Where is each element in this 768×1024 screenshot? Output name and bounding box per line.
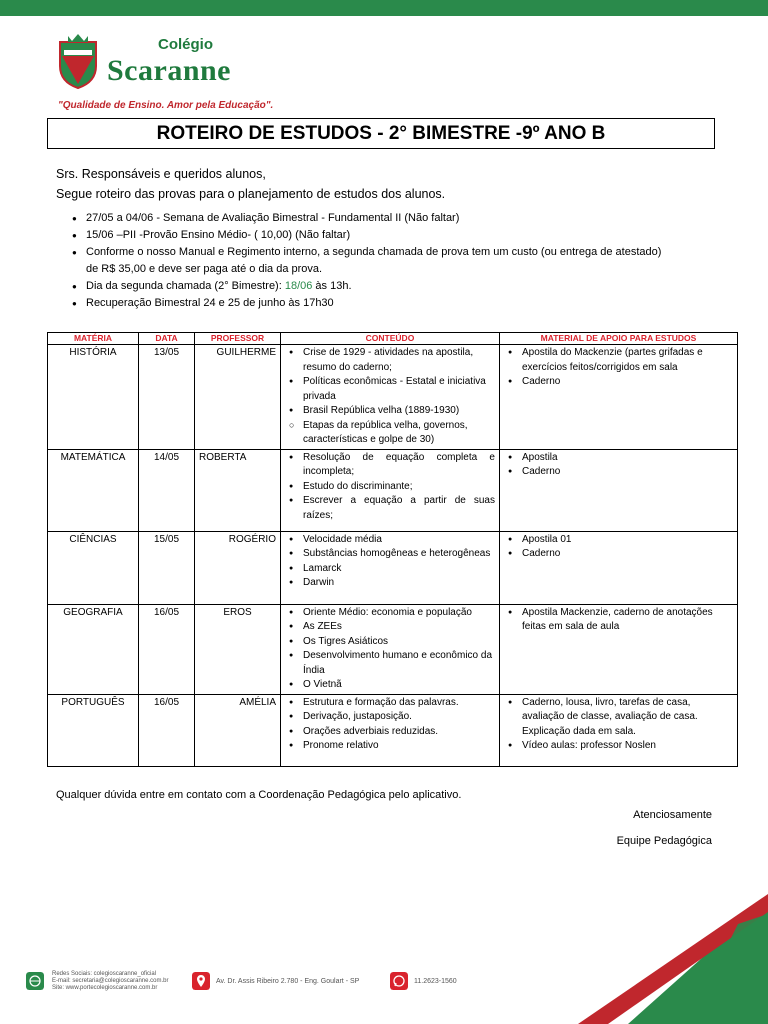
footer-contact-info xyxy=(52,971,168,992)
list-item: ● Brasil República velha (1889-1930) xyxy=(285,404,495,419)
list-item: ● Lamarck xyxy=(285,562,495,577)
bullet-item: ● Conforme o nosso Manual e Regimento interno, a segunda chamada de prova tem um custo (ou entrega de atestado) de R$ 35,00 e deve ser paga até o dia da prova. xyxy=(56,244,676,278)
date-cell: 16/05 xyxy=(139,694,195,766)
list-item: ● Darwin xyxy=(285,576,495,591)
intro-line-1: Srs. Responsáveis e queridos alunos, xyxy=(56,167,266,181)
material-cell xyxy=(500,604,738,694)
content-cell xyxy=(281,531,500,604)
material-cell xyxy=(500,531,738,604)
second-call-date: 18/06 xyxy=(284,280,313,292)
logo-small-text: Colégio xyxy=(158,36,213,53)
whatsapp-icon xyxy=(390,972,408,990)
footer-site: Site: www.portecolegioscaranne.com.br xyxy=(52,985,158,991)
bullet-text: às 13h. xyxy=(312,280,352,292)
list-item: ● Estudo do discriminante; xyxy=(285,480,495,495)
material-cell xyxy=(500,449,738,531)
crest-icon xyxy=(56,32,100,90)
footer-address: Av. Dr. Assis Ribeiro 2.780 - Eng. Goulart - SP xyxy=(216,978,360,985)
list-item: ● Caderno, lousa, livro, tarefas de casa, avaliação de classe, avaliação de casa. Explicação dada em sala. xyxy=(504,696,733,740)
document-title: ROTEIRO DE ESTUDOS - 2° BIMESTRE -9º ANO B xyxy=(47,118,715,149)
table-row xyxy=(48,694,738,766)
table-row xyxy=(48,531,738,604)
footer-phone: 11.2623-1560 xyxy=(414,978,457,985)
subject-cell: GEOGRAFIA xyxy=(48,604,139,694)
teacher-cell: EROS xyxy=(195,604,281,694)
footer-email: E-mail: secretaria@colegioscaranne.com.br xyxy=(52,978,169,984)
closing-signature: Equipe Pedagógica xyxy=(616,835,712,847)
subject-cell: CIÊNCIAS xyxy=(48,531,139,604)
content-cell xyxy=(281,604,500,694)
teacher-cell: AMÉLIA xyxy=(195,694,281,766)
top-green-bar xyxy=(0,0,768,16)
list-item: ● Caderno xyxy=(504,375,733,390)
list-item: ● Velocidade média xyxy=(285,533,495,548)
date-cell: 16/05 xyxy=(139,604,195,694)
list-item: ● Desenvolvimento humano e econômico da Índia xyxy=(285,649,495,678)
intro-line-2: Segue roteiro das provas para o planejamento de estudos dos alunos. xyxy=(56,187,446,201)
table-row xyxy=(48,449,738,531)
list-item: ● Substâncias homogêneas e heterogêneas xyxy=(285,547,495,562)
column-header: MATÉRIA xyxy=(48,333,139,345)
list-item: ● Apostila Mackenzie, caderno de anotações feitas em sala de aula xyxy=(504,606,733,635)
subject-cell: HISTÓRIA xyxy=(48,345,139,450)
list-item: ● Apostila do Mackenzie (partes grifadas e exercícios feitos/corrigidos em sala xyxy=(504,346,733,375)
column-header: DATA xyxy=(139,333,195,345)
table-row xyxy=(48,345,738,450)
list-item: ● Estrutura e formação das palavras. xyxy=(285,696,495,711)
list-item: ● Políticas econômicas - Estatal e iniciativa privada xyxy=(285,375,495,404)
footer xyxy=(26,970,476,1006)
teacher-cell: ROGÉRIO xyxy=(195,531,281,604)
list-item: ● Resolução de equação completa e incompleta; xyxy=(285,451,495,480)
globe-icon xyxy=(26,972,44,990)
list-item: ● Caderno xyxy=(504,547,733,562)
logo-big-text: Scaranne xyxy=(107,54,231,87)
bullet-text: Dia da segunda chamada (2° Bimestre): xyxy=(86,280,285,292)
list-item: ● O Vietnã xyxy=(285,678,495,693)
table-row xyxy=(48,604,738,694)
closing-block xyxy=(617,802,712,854)
list-item: ● Orações adverbiais reduzidas. xyxy=(285,725,495,740)
list-item: ● Escrever a equação a partir de suas raízes; xyxy=(285,494,495,523)
list-item: ● Crise de 1929 - atividades na apostila, resumo do caderno; xyxy=(285,346,495,375)
material-cell xyxy=(500,694,738,766)
list-item: ● Caderno xyxy=(504,465,733,480)
list-item: ● Apostila xyxy=(504,451,733,466)
teacher-cell: GUILHERME xyxy=(195,345,281,450)
table-header-row xyxy=(48,333,738,345)
list-item: ● Derivação, justaposição. xyxy=(285,710,495,725)
date-cell: 13/05 xyxy=(139,345,195,450)
column-header: PROFESSOR xyxy=(195,333,281,345)
map-pin-icon xyxy=(192,972,210,990)
corner-decoration xyxy=(568,894,768,1024)
footer-social: Redes Sociais: colegioscaranne_oficial xyxy=(52,971,157,977)
info-bullets xyxy=(56,210,676,312)
list-item: ● Apostila 01 xyxy=(504,533,733,548)
list-item: ● Vídeo aulas: professor Noslen xyxy=(504,739,733,754)
list-item: ● As ZEEs xyxy=(285,620,495,635)
bullet-item: ● 15/06 –PII -Provão Ensino Médio- ( 10,00) (Não faltar) xyxy=(56,227,676,244)
list-item: ○ Etapas da república velha, governos, características e golpe de 30) xyxy=(285,419,495,448)
bullet-item: ● Recuperação Bimestral 24 e 25 de junho às 17h30 xyxy=(56,295,676,312)
column-header: MATERIAL DE APOIO PARA ESTUDOS xyxy=(500,333,738,345)
content-cell xyxy=(281,449,500,531)
list-item: ● Pronome relativo xyxy=(285,739,495,754)
bullet-item xyxy=(56,278,676,295)
subject-cell: PORTUGUÊS xyxy=(48,694,139,766)
list-item: ● Oriente Médio: economia e população xyxy=(285,606,495,621)
closing-line-1: Atenciosamente xyxy=(633,809,712,821)
content-cell xyxy=(281,345,500,450)
school-logo xyxy=(52,30,274,114)
material-cell xyxy=(500,345,738,450)
teacher-cell: ROBERTA xyxy=(195,449,281,531)
bullet-item: ● 27/05 a 04/06 - Semana de Avaliação Bimestral - Fundamental II (Não faltar) xyxy=(56,210,676,227)
date-cell: 15/05 xyxy=(139,531,195,604)
column-header: CONTEÚDO xyxy=(281,333,500,345)
subject-cell: MATEMÁTICA xyxy=(48,449,139,531)
date-cell: 14/05 xyxy=(139,449,195,531)
intro-text xyxy=(56,164,445,204)
content-cell xyxy=(281,694,500,766)
exam-schedule-table xyxy=(47,332,738,767)
contact-note: Qualquer dúvida entre em contato com a Coordenação Pedagógica pelo aplicativo. xyxy=(56,789,462,801)
logo-tagline: "Qualidade de Ensino. Amor pela Educação". xyxy=(58,100,274,111)
list-item: ● Os Tigres Asiáticos xyxy=(285,635,495,650)
